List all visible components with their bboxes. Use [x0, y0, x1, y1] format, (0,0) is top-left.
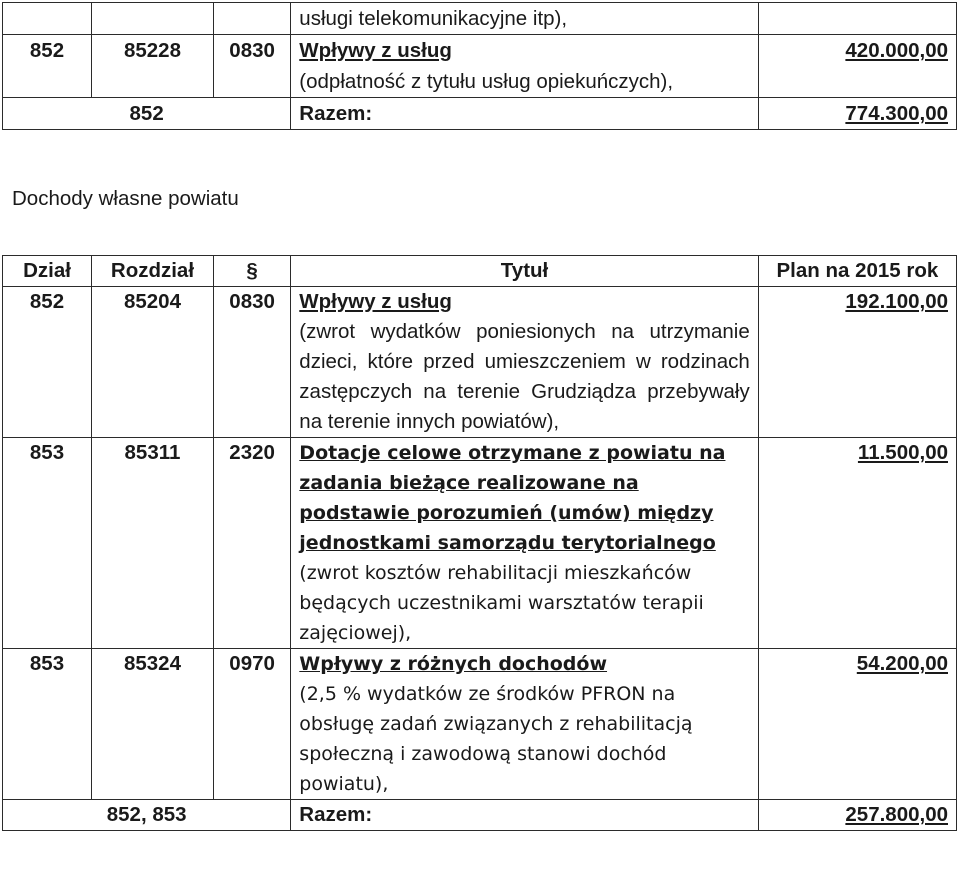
- cell-tytul: [291, 649, 758, 800]
- tytul-text: usługi telekomunikacyjne itp),: [299, 7, 568, 30]
- cell-plan: 420.000,00: [758, 35, 956, 98]
- cell-dzial: 852: [3, 35, 92, 98]
- tytul-bold: Wpływy z usług: [299, 39, 452, 62]
- cell-dzial: 853: [3, 438, 92, 649]
- table-row: [3, 3, 957, 35]
- total-plan: 257.800,00: [758, 800, 956, 831]
- cell-rozdzial: 85228: [92, 35, 214, 98]
- total-label: Razem:: [291, 98, 758, 130]
- header-tytul: Tytuł: [291, 256, 758, 287]
- cell-plan: [758, 3, 956, 35]
- cell-dzial: 852: [3, 287, 92, 438]
- cell-rozdzial: 85311: [92, 438, 214, 649]
- cell-rozdzial: 85204: [92, 287, 214, 438]
- header-paragraf: §: [213, 256, 290, 287]
- total-dzial: 852, 853: [3, 800, 291, 831]
- cell-tytul: [291, 438, 758, 649]
- tytul-text: (zwrot kosztów rehabilitacji mieszkańców będących uczestnikami warsztatów terapii zajęciowej),: [299, 562, 704, 644]
- tytul-text: (2,5 % wydatków ze środków PFRON na obsługę zadań związanych z rehabilitacją społeczną i zawodową stanowi dochód powiatu),: [299, 683, 693, 795]
- total-row: [3, 98, 957, 130]
- cell-paragraf: [213, 3, 290, 35]
- cell-rozdzial: [92, 3, 214, 35]
- cell-plan: 11.500,00: [758, 438, 956, 649]
- cell-rozdzial: 85324: [92, 649, 214, 800]
- table-row: [3, 649, 957, 800]
- section-title: Dochody własne powiatu: [12, 187, 239, 210]
- cell-paragraf: 0830: [213, 35, 290, 98]
- total-label: Razem:: [291, 800, 758, 831]
- header-row: [3, 256, 957, 287]
- tytul-bold: Dotacje celowe otrzymane z powiatu na zadania bieżące realizowane na podstawie porozumień (umów) między jednostkami samorządu terytorialnego: [299, 442, 726, 554]
- tytul-bold: Wpływy z usług: [299, 290, 452, 313]
- total-plan: 774.300,00: [758, 98, 956, 130]
- cell-paragraf: 2320: [213, 438, 290, 649]
- cell-tytul: [291, 35, 758, 98]
- cell-tytul: [291, 3, 758, 35]
- table-row: [3, 438, 957, 649]
- cell-plan: 54.200,00: [758, 649, 956, 800]
- main-table: [2, 255, 957, 831]
- cell-dzial: [3, 3, 92, 35]
- tytul-text: (odpłatność z tytułu usług opiekuńczych),: [299, 70, 674, 93]
- header-dzial: Dział: [3, 256, 92, 287]
- cell-paragraf: 0970: [213, 649, 290, 800]
- cell-paragraf: 0830: [213, 287, 290, 438]
- cell-dzial: 853: [3, 649, 92, 800]
- cell-plan: 192.100,00: [758, 287, 956, 438]
- cell-tytul: [291, 287, 758, 438]
- header-rozdzial: Rozdział: [92, 256, 214, 287]
- table-row: [3, 35, 957, 98]
- table-row: [3, 287, 957, 438]
- total-row: [3, 800, 957, 831]
- total-dzial: 852: [3, 98, 291, 130]
- tytul-bold: Wpływy z różnych dochodów: [299, 653, 608, 675]
- top-table: [2, 2, 957, 130]
- header-plan: Plan na 2015 rok: [758, 256, 956, 287]
- tytul-text: (zwrot wydatków poniesionych na utrzymanie dzieci, które przed umieszczeniem w rodzinach zastępczych na terenie Grudziądza przebywały na terenie innych powiatów),: [299, 320, 750, 433]
